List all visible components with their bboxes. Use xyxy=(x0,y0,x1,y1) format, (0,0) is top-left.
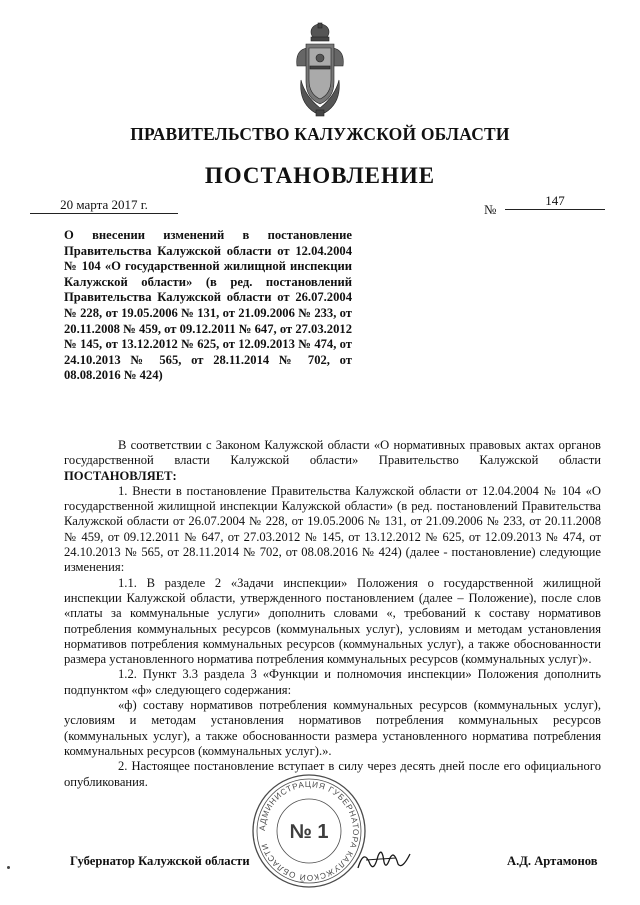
paragraph-1: 1. Внести в постановление Правительства Калужской области от 12.04.2004 № 104 «О государственной жилищной инспекции Калужской области» (в ред. постановлений Правительства Калужской области от 26.07.2004 № 228, от 19.05.2006 № 131, от 21.09.2006 № 233, от 20.11.2008 № 459, от 09.12.2011 № 647, от 27.03.2012 № 145, от 13.12.2012 № 625, от 12.09.2013 № 474, от 24.10.2013 № 565, от 28.11.2014 № 702, от 08.08.2016 № 424) (далее - постановление) следующие изменения: xyxy=(64,483,601,575)
coat-of-arms-icon xyxy=(295,22,345,118)
intro-text: В соответствии с Законом Калужской области «О нормативных правовых актах органов государственной власти Калужской области» Правительство Калужской области xyxy=(64,438,601,468)
document-subject: О внесении изменений в постановление Правительства Калужской области от 12.04.2004 № 104 «О государственной жилищной инспекции Калужской области» (в ред. постановлений Правительства Калужской области от 26.07.2004 № 228, от 19.05.2006 № 131, от 21.09.2006 № 233, от 20.11.2008 № 459, от 09.12.2011 № 647, от 27.03.2012 № 145, от 13.12.2012 № 625, от 12.09.2013 № 474, от 24.10.2013 № 565, от 28.11.2014 № 702, от 08.08.2016 № 424) xyxy=(64,228,352,383)
official-seal-icon xyxy=(250,772,368,890)
paragraph-2: 2. Настоящее постановление вступает в силу через десять дней после его официального опубликования. xyxy=(64,759,601,789)
document-number: 147 xyxy=(505,193,605,210)
seal-number: № 1 xyxy=(289,821,329,843)
number-label: № xyxy=(484,202,497,217)
paragraph-1-2: 1.2. Пункт 3.3 раздела 3 «Функции и полномочия инспекции» Положения дополнить подпунктом «ф» следующего содержания: xyxy=(64,667,601,697)
paragraph-1-1: 1.1. В разделе 2 «Задачи инспекции» Положения о государственной жилищной инспекции Калужской области, утвержденного постановлением (далее – Положение), после слов «платы за коммунальные услуги» дополнить словами «, требований к составу нормативов потребления коммунальных ресурсов (коммунальных услуг), условиям и методам установления нормативов потребления коммунальных ресурсов (коммунальных услуг), а также обоснованности размера установленного норматива потребления коммунальных ресурсов (коммунальных услуг)». xyxy=(64,575,601,667)
document-date: 20 марта 2017 г. xyxy=(30,197,178,214)
signatory-title: Губернатор Калужской области xyxy=(70,854,250,868)
signatory-name: А.Д. Артамонов xyxy=(507,854,598,868)
seal-text: АДМИНИСТРАЦИЯ ГУБЕРНАТОРА КАЛУЖСКОЙ ОБЛАСТИ xyxy=(257,779,361,883)
document-type: ПОСТАНОВЛЕНИЕ xyxy=(204,163,436,188)
intro-paragraph xyxy=(64,438,601,484)
government-title: ПРАВИТЕЛЬСТВО КАЛУЖСКОЙ ОБЛАСТИ xyxy=(130,124,510,144)
handwritten-signature-icon xyxy=(356,842,412,876)
document-body xyxy=(64,438,601,790)
scan-speck xyxy=(7,866,10,869)
resolves-keyword: ПОСТАНОВЛЯЕТ: xyxy=(64,468,177,483)
paragraph-1-2-quote: «ф) составу нормативов потребления коммунальных ресурсов (коммунальных услуг), условиям и методам установления нормативов потребления коммунальных ресурсов (коммунальных услуг), а также обоснованности размера установленного норматива потребления коммунальных ресурсов (коммунальных услуг).». xyxy=(64,698,601,758)
